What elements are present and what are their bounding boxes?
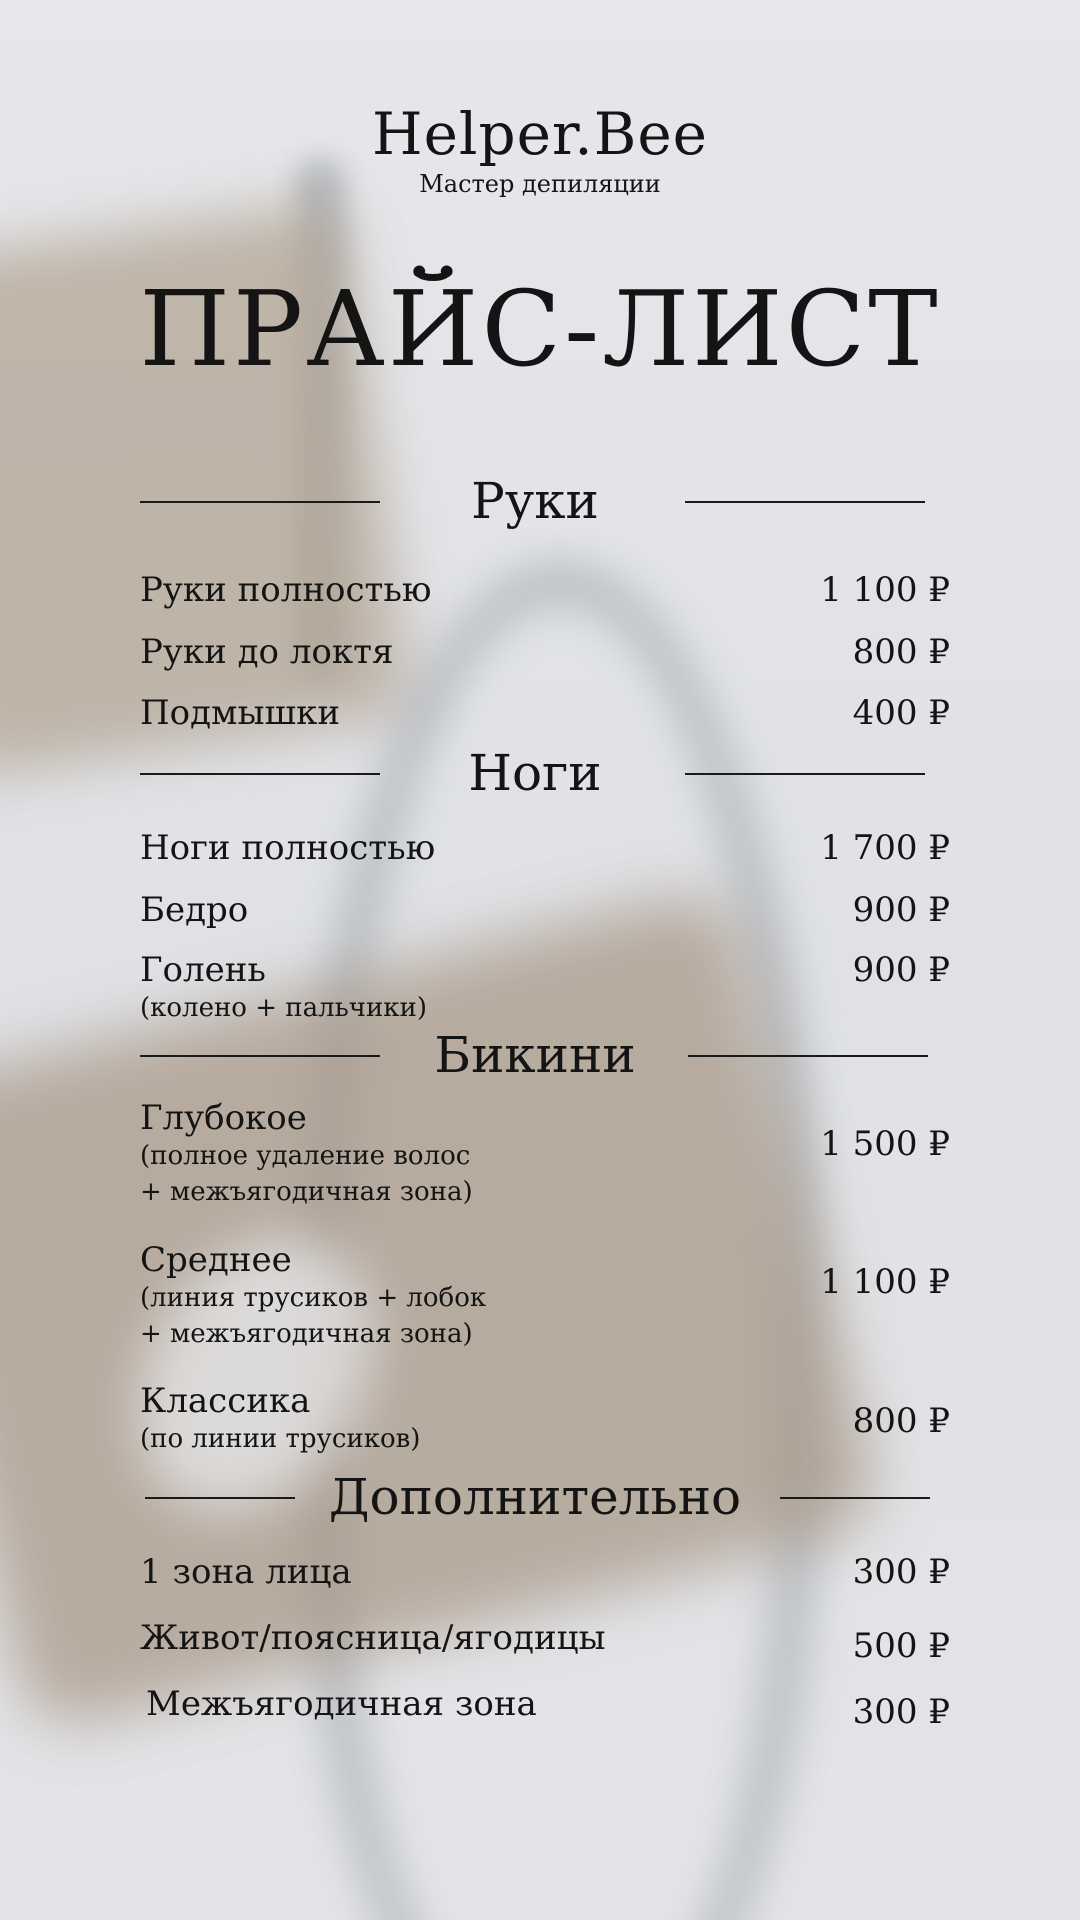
brand-name: Helper.Bee [372,100,708,168]
price-item [140,828,950,868]
item-name: Бедро [140,890,249,930]
section-header-extra [140,1462,930,1532]
item-name: Ноги полностью [140,828,436,868]
price-item [140,632,950,672]
page-title: ПРАЙС-ЛИСТ [139,268,941,390]
item-note: (полное удаление волос [140,1141,471,1171]
item-name: Подмышки [140,693,341,733]
item-note: (колено + пальчики) [140,993,427,1023]
section-header-arms [140,466,930,536]
item-note: + межъягодичная зона) [140,1319,473,1349]
item-price: 900 ₽ [852,950,950,990]
section-title: Руки [471,472,599,530]
price-item [140,1381,950,1457]
item-note: (по линии трусиков) [140,1424,421,1454]
item-price: 800 ₽ [852,1401,950,1441]
item-name: Руки до локтя [140,632,394,672]
item-price: 1 100 ₽ [820,570,950,610]
item-price: 1 100 ₽ [820,1262,950,1302]
price-item [140,1552,950,1592]
price-item [140,1618,950,1666]
price-item [140,890,950,930]
item-name: Руки полностью [140,570,432,610]
divider-line [780,1497,930,1499]
item-price: 800 ₽ [852,632,950,672]
price-item [140,1098,950,1210]
item-price: 400 ₽ [852,693,950,733]
item-price: 1 500 ₽ [820,1124,950,1164]
item-price: 900 ₽ [852,890,950,930]
brand-subtitle: Мастер депиляции [419,170,661,198]
item-name: Среднее [140,1240,292,1280]
item-name: Глубокое [140,1098,307,1138]
item-price: 1 700 ₽ [820,828,950,868]
item-price: 300 ₽ [852,1552,950,1592]
item-name: Голень [140,950,266,990]
price-item [140,570,950,610]
divider-line [685,501,925,503]
item-note: (линия трусиков + лобок [140,1283,487,1313]
section-title: Ноги [468,744,602,802]
section-title: Дополнительно [328,1468,742,1526]
section-header-bikini [140,1020,930,1090]
price-item [140,1684,950,1732]
section-header-legs [140,738,930,808]
item-name: Классика [140,1381,311,1421]
item-note: + межъягодичная зона) [140,1177,473,1207]
item-price: 500 ₽ [852,1626,950,1666]
price-item [140,950,950,1026]
item-price: 300 ₽ [852,1692,950,1732]
price-item [140,1240,950,1352]
item-name: Межъягодичная зона [146,1684,537,1724]
divider-line [688,1055,928,1057]
section-title: Бикини [434,1026,636,1084]
divider-line [685,773,925,775]
item-name: Живот/поясница/ягодицы [140,1618,606,1658]
item-name: 1 зона лица [140,1552,352,1592]
price-item [140,693,950,733]
